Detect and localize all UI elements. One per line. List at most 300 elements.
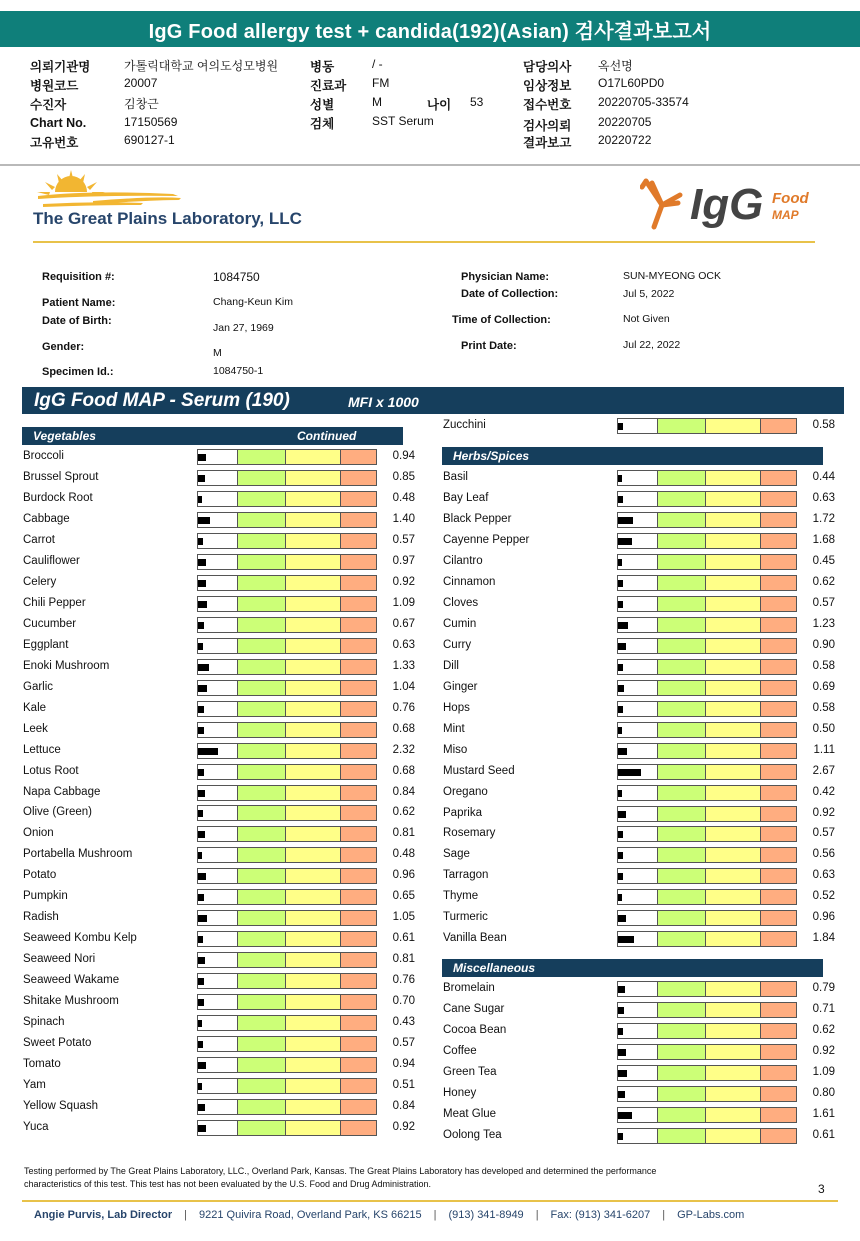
result-bar (197, 533, 377, 549)
result-bar-fill (198, 706, 204, 713)
result-bar (617, 1107, 797, 1123)
food-name: Miso (443, 743, 468, 756)
result-row (443, 720, 843, 741)
result-value: 2.32 (392, 743, 415, 756)
result-value: 0.50 (812, 722, 835, 735)
result-bar-fill (618, 727, 622, 734)
food-name: Turmeric (443, 911, 488, 924)
meta-value: FM (372, 76, 390, 90)
result-bar (617, 1065, 797, 1081)
result-value: 0.92 (392, 575, 415, 588)
result-bar-fill (198, 496, 202, 503)
result-row (443, 845, 843, 866)
food-name: Tarragon (443, 869, 489, 882)
result-row (23, 971, 423, 992)
result-value: 0.63 (392, 638, 415, 651)
food-name: Tomato (23, 1058, 61, 1071)
result-row (443, 1000, 843, 1021)
result-row (443, 636, 843, 657)
result-bar (197, 470, 377, 486)
result-value: 0.44 (812, 471, 835, 483)
result-bar (197, 743, 377, 759)
meta-value: O17L60PD0 (598, 76, 665, 90)
food-name: Mustard Seed (443, 764, 515, 777)
disclaimer (24, 1165, 784, 1190)
result-bar (197, 617, 377, 633)
food-name: Potato (23, 869, 57, 882)
result-bar-fill (198, 664, 209, 671)
result-value: 1.68 (812, 533, 835, 546)
result-value: 0.92 (812, 806, 835, 819)
result-row (443, 908, 843, 929)
result-value: 0.57 (812, 827, 835, 840)
result-bar-fill (618, 706, 623, 713)
food-name: Sage (443, 848, 470, 861)
result-value: 0.45 (812, 554, 835, 567)
result-bar (617, 847, 797, 863)
section-continued: Continued (297, 429, 357, 443)
result-bar (617, 910, 797, 926)
result-value: 0.92 (392, 1121, 415, 1134)
food-name: Bromelain (443, 982, 495, 994)
result-bar-fill (618, 790, 622, 797)
result-row (23, 489, 423, 510)
result-row (443, 979, 843, 1000)
result-row (443, 531, 843, 552)
result-bar (197, 1057, 377, 1073)
meta-label: 고유번호 (30, 136, 79, 150)
result-row (23, 636, 423, 657)
meta-value: / - (372, 57, 383, 71)
section-header-misc (442, 959, 823, 977)
panel-title: IgG Food MAP - Serum (190) (34, 390, 290, 411)
result-row (443, 615, 843, 636)
result-value: 0.56 (812, 848, 835, 861)
result-value: 0.79 (812, 982, 835, 994)
result-bar (197, 596, 377, 612)
result-value: 0.42 (812, 785, 835, 798)
divider (22, 1200, 838, 1202)
result-row (443, 741, 843, 762)
result-bar-fill (198, 790, 205, 797)
result-bar-fill (618, 475, 622, 482)
result-value: 0.51 (392, 1079, 415, 1092)
food-name: Meat Glue (443, 1107, 497, 1120)
result-bar-fill (618, 601, 623, 608)
result-bar-fill (198, 538, 203, 545)
meta-value: 가톨릭대학교 여의도성모병원 (124, 59, 279, 73)
food-name: Cocoa Bean (443, 1023, 507, 1036)
result-row (443, 594, 843, 615)
food-name: Cumin (443, 617, 477, 630)
result-value: 1.04 (392, 680, 415, 693)
meta-value: M (372, 95, 382, 109)
lab-name: The Great Plains Laboratory, LLC (33, 209, 302, 228)
result-row (443, 929, 843, 950)
result-bar-fill (198, 936, 203, 943)
result-bar-fill (618, 538, 632, 545)
result-bar (197, 449, 377, 465)
result-value: 0.68 (392, 722, 415, 735)
result-row (443, 510, 843, 531)
meta-value: 20007 (124, 76, 158, 90)
result-row (443, 552, 843, 573)
footer-fax: Fax: (913) 341-6207 (550, 1209, 651, 1221)
result-row (23, 887, 423, 908)
result-bar-fill (198, 852, 202, 859)
result-bar (197, 805, 377, 821)
food-name: Coffee (443, 1044, 477, 1057)
collection-date-label: Date of Collection: (461, 288, 559, 300)
result-bar (197, 1078, 377, 1094)
result-row (23, 1118, 423, 1139)
result-row (443, 1126, 843, 1147)
result-row (23, 950, 423, 971)
result-value: 1.09 (392, 596, 415, 609)
food-name: Cinnamon (443, 575, 496, 588)
panel-units: MFI x 1000 (348, 394, 419, 410)
result-row (443, 1105, 843, 1126)
footer-web: GP-Labs.com (677, 1209, 745, 1221)
food-name: Bay Leaf (443, 491, 489, 504)
result-bar-fill (198, 601, 207, 608)
result-row (443, 824, 843, 845)
result-row (443, 887, 843, 908)
divider (33, 241, 815, 243)
specimen-label: Specimen Id.: (42, 366, 114, 378)
print-date-label: Print Date: (461, 340, 517, 352)
result-value: 0.97 (392, 554, 415, 567)
meta-label: 검사의뢰 (523, 119, 572, 133)
result-bar (197, 659, 377, 675)
result-bar (197, 910, 377, 926)
result-bar (617, 596, 797, 612)
result-bar-fill (618, 423, 623, 430)
result-bar-fill (198, 1020, 202, 1027)
result-row (443, 762, 843, 783)
result-bar-fill (198, 873, 206, 880)
result-bar (617, 470, 797, 486)
result-bar-fill (618, 769, 641, 776)
result-bar-fill (618, 936, 634, 943)
result-value: 0.63 (812, 491, 835, 504)
result-row (23, 845, 423, 866)
result-value: 0.52 (812, 890, 835, 903)
result-bar-fill (198, 769, 204, 776)
result-row (23, 678, 423, 699)
food-name: Pumpkin (23, 890, 68, 903)
result-row (443, 573, 843, 594)
result-row (23, 699, 423, 720)
result-row (23, 762, 423, 783)
food-name: Ginger (443, 680, 478, 693)
result-row (23, 741, 423, 762)
result-value: 1.61 (812, 1107, 835, 1120)
result-bar (617, 1128, 797, 1144)
requisition-label: Requisition #: (42, 271, 115, 283)
page-number: 3 (818, 1182, 825, 1196)
result-bar-fill (198, 727, 204, 734)
result-bar (197, 512, 377, 528)
collection-date-value: Jul 5, 2022 (623, 288, 675, 300)
result-bar (617, 931, 797, 947)
result-row (23, 803, 423, 824)
result-value: 0.70 (392, 995, 415, 1008)
food-name: Cucumber (23, 617, 77, 630)
result-bar-fill (618, 748, 627, 755)
result-bar (617, 722, 797, 738)
result-row (443, 783, 843, 804)
meta-value: 김창근 (124, 97, 159, 111)
result-row (23, 573, 423, 594)
result-bar-fill (198, 517, 210, 524)
food-name: Cilantro (443, 554, 483, 567)
result-bar-fill (198, 1104, 205, 1111)
print-date-value: Jul 22, 2022 (623, 339, 681, 351)
result-value: 1.33 (392, 659, 415, 672)
result-row (443, 678, 843, 699)
result-bar-fill (618, 915, 626, 922)
food-name: Leek (23, 722, 48, 735)
food-name: Radish (23, 911, 59, 924)
result-bar-fill (198, 999, 204, 1006)
result-value: 0.57 (392, 1037, 415, 1050)
food-name: Burdock Root (23, 491, 93, 504)
result-value: 0.84 (392, 1100, 415, 1113)
food-name: Shitake Mushroom (23, 995, 119, 1008)
food-name: Garlic (23, 680, 54, 693)
result-bar-fill (618, 1133, 623, 1140)
disclaimer-line: characteristics of this test. This test has not been evaluated by the U.S. Food and Drug Administration. (24, 1178, 432, 1189)
result-value: 1.05 (392, 911, 415, 924)
result-bar-fill (618, 664, 623, 671)
result-row (23, 720, 423, 741)
result-bar-fill (618, 1049, 626, 1056)
result-row (443, 1021, 843, 1042)
meta-value: 690127-1 (124, 133, 175, 147)
meta-label: 접수번호 (523, 98, 572, 112)
result-row (443, 1084, 843, 1105)
result-bar (197, 1099, 377, 1115)
result-value: 0.81 (392, 953, 415, 966)
result-value: 0.58 (812, 419, 835, 431)
food-name: Lettuce (23, 743, 61, 756)
food-name: Mint (443, 722, 465, 735)
result-value: 1.72 (812, 512, 835, 525)
food-name: Brussel Sprout (23, 470, 99, 483)
food-name: Chili Pepper (23, 596, 86, 609)
result-row (23, 908, 423, 929)
section-header-vegetables (22, 427, 403, 445)
result-value: 0.61 (812, 1128, 835, 1141)
result-row (23, 783, 423, 804)
result-bar-fill (198, 622, 204, 629)
divider (0, 164, 860, 166)
meta-label: 병원코드 (30, 79, 79, 93)
result-bar-fill (618, 852, 623, 859)
result-bar (617, 680, 797, 696)
result-bar-fill (198, 580, 206, 587)
result-bar (617, 1023, 797, 1039)
result-bar (197, 973, 377, 989)
footer-address: 9221 Quivira Road, Overland Park, KS 66215 (199, 1209, 422, 1221)
report-title: IgG Food allergy test + candida(192)(Asian) 검사결과보고서 (0, 11, 860, 47)
result-bar-fill (198, 748, 218, 755)
result-bar (197, 994, 377, 1010)
physician-value: SUN-MYEONG OCK (623, 270, 722, 282)
result-value: 1.40 (392, 512, 415, 525)
result-row (23, 1013, 423, 1034)
footer: Angie Purvis, Lab Director | 9221 Quivira Road, Overland Park, KS 66215 | (913) 341-8949 | Fax: (913) 341-6207 | GP-Labs.com (34, 1209, 745, 1221)
dob-value: Jan 27, 1969 (213, 322, 274, 334)
result-bar-fill (198, 915, 207, 922)
result-value: 0.68 (392, 764, 415, 777)
result-bar (617, 638, 797, 654)
result-row (443, 866, 843, 887)
result-value: 1.23 (812, 617, 835, 630)
result-row (443, 657, 843, 678)
result-bar (197, 1036, 377, 1052)
food-name: Napa Cabbage (23, 785, 101, 798)
food-name: Black Pepper (443, 512, 512, 525)
result-bar-fill (198, 978, 204, 985)
food-name: Yuca (23, 1121, 49, 1134)
result-bar (197, 491, 377, 507)
food-name: Cabbage (23, 512, 70, 525)
result-bar-fill (198, 810, 203, 817)
meta-label: 담당의사 (523, 60, 572, 74)
result-bar (197, 826, 377, 842)
result-value: 0.43 (392, 1016, 415, 1029)
igg-food-map-logo (640, 173, 820, 237)
panel-header (22, 387, 844, 414)
result-bar-fill (618, 1007, 624, 1014)
food-name: Celery (23, 575, 57, 588)
result-bar (197, 952, 377, 968)
result-bar-fill (198, 957, 205, 964)
result-bar (617, 1002, 797, 1018)
result-row (23, 1034, 423, 1055)
result-bar-fill (198, 1041, 203, 1048)
result-bar-fill (618, 622, 628, 629)
meta-label: 진료과 (310, 79, 347, 93)
result-bar-fill (618, 873, 623, 880)
result-value: 0.62 (812, 575, 835, 588)
result-row (23, 1097, 423, 1118)
result-row (23, 929, 423, 950)
result-bar-fill (618, 811, 626, 818)
disclaimer-line: Testing performed by The Great Plains Laboratory, LLC., Overland Park, Kansas. The Great Plains Laboratory has developed and determined the performance (24, 1166, 657, 1176)
result-value: 2.67 (812, 764, 835, 777)
result-bar-fill (618, 685, 624, 692)
result-row (23, 992, 423, 1013)
section-header-herbs (442, 447, 823, 465)
result-bar-fill (618, 496, 623, 503)
result-bar (617, 981, 797, 997)
meta-value: 20220705-33574 (598, 95, 689, 109)
collection-time-value: Not Given (623, 313, 670, 325)
result-value: 1.84 (812, 932, 835, 945)
result-value: 0.58 (812, 659, 835, 672)
result-row (23, 657, 423, 678)
footer-director: Angie Purvis, Lab Director (34, 1209, 173, 1221)
food-name: Cane Sugar (443, 1002, 505, 1015)
result-value: 1.11 (813, 743, 835, 756)
result-bar (197, 1015, 377, 1031)
result-bar-fill (198, 831, 205, 838)
result-bar-fill (618, 1091, 625, 1098)
result-bar-fill (618, 1028, 623, 1035)
meta-label: 결과보고 (523, 136, 572, 150)
result-bar-fill (618, 894, 622, 901)
food-name: Lotus Root (23, 764, 79, 777)
food-name: Cayenne Pepper (443, 533, 530, 546)
result-row (23, 1055, 423, 1076)
meta-label: 수진자 (30, 98, 67, 112)
result-bar-fill (198, 685, 207, 692)
result-value: 0.76 (392, 974, 415, 987)
result-bar (617, 512, 797, 528)
meta-value: 53 (470, 95, 484, 109)
patient-name-value: Chang-Keun Kim (213, 296, 293, 308)
result-value: 0.62 (392, 806, 415, 819)
result-row (23, 510, 423, 531)
result-bar-fill (618, 643, 626, 650)
result-value: 0.63 (812, 869, 835, 882)
meta-value: SST Serum (372, 114, 434, 128)
result-value: 0.90 (812, 638, 835, 651)
section-title: Miscellaneous (453, 961, 536, 975)
section-title: Herbs/Spices (453, 449, 530, 463)
result-bar (617, 743, 797, 759)
result-row (443, 699, 843, 720)
result-bar-fill (618, 831, 623, 838)
food-name: Oregano (443, 785, 488, 798)
result-bar (617, 533, 797, 549)
result-value: 0.65 (392, 890, 415, 903)
food-name: Basil (443, 471, 468, 483)
result-value: 0.94 (392, 450, 415, 462)
result-bar (617, 1044, 797, 1060)
result-row (23, 866, 423, 887)
result-bar-fill (618, 986, 625, 993)
result-value: 0.96 (392, 869, 415, 882)
result-value: 1.09 (812, 1065, 835, 1078)
result-value: 0.69 (812, 680, 835, 693)
food-name: Olive (Green) (23, 806, 93, 819)
result-row (23, 447, 423, 468)
meta-label: 검체 (310, 117, 335, 131)
result-bar (617, 1086, 797, 1102)
section-title: Vegetables (33, 429, 96, 443)
food-name: Hops (443, 701, 470, 714)
food-name: Seaweed Kombu Kelp (23, 932, 137, 945)
antibody-icon (640, 175, 684, 233)
food-name: Zucchini (443, 419, 486, 431)
result-value: 0.85 (392, 470, 415, 483)
food-name: Oolong Tea (443, 1128, 502, 1141)
result-bar (197, 575, 377, 591)
report-meta (0, 50, 860, 164)
result-bar (617, 889, 797, 905)
meta-label: 나이 (427, 98, 452, 112)
patient-name-label: Patient Name: (42, 297, 116, 309)
food-name: Cloves (443, 596, 479, 609)
result-bar-fill (198, 559, 206, 566)
result-bar (617, 659, 797, 675)
result-bar-fill (198, 454, 206, 461)
result-value: 0.96 (812, 911, 835, 924)
